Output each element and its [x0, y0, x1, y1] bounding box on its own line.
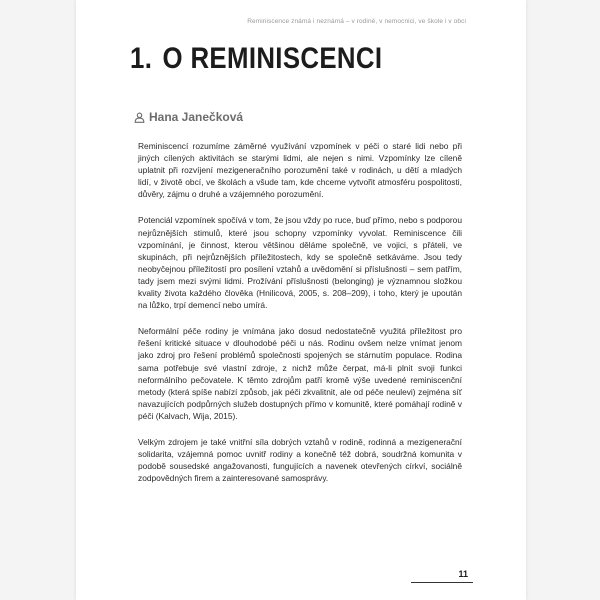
paragraph: Neformální péče rodiny je vnímána jako dosud nedostatečně využitá příležitost pro řešení kritické situace v dlouhodobé péči u nás. Rodinu ovšem nelze vnímat jenom jako zdroj pro řešení problémů společnosti spojených se stárnutím populace. Rodina sama potřebuje své vlastní zdroje, z nichž může čerpat, má-li plnit svoji funkci neformálního pečovatele. K těmto zdrojům patří kromě výše uvedené reminiscenční metody (která spíše nabízí způsob, jak péči zkvalitnit, ale od péče neulevi) zejména síť navazujících podpůrných služeb dostupných přímo v komunitě, které pomáhají rodině v péči (Kalvach, Wija, 2015).: [138, 326, 462, 421]
paragraph: Reminiscencí rozumíme záměrné využívání vzpomínek v péči o staré lidi nebo při jiných cílených aktivitách se starými lidmi, ale nejen s nimi. Vzpomínky lze cíleně uplatnit při rozvíjení mezigeneračního porozumění také v rodinách, u dětí a mladých lidí, v životě obcí, ve školách a všude tam, kde chceme vytvořit atmosféru pospolitosti, důvěry, zájmu o druhé a vzájemného porozumění.: [138, 141, 462, 200]
footer-rule: [411, 582, 473, 583]
running-header: Reminiscence známá i neznámá – v rodině, v nemocnici, ve škole i v obci: [247, 18, 466, 25]
paragraph: Velkým zdrojem je také vnitřní síla dobrých vztahů v rodině, rodinná a mezigenerační solidarita, vzájemná pomoc uvnitř rodiny a konečně též dobrá, soudržná komunita v podobě sousedské angažovanosti, fungujících a navenek otevřených církví, sociálně zodpovědných firem a zainteresované samosprávy.: [138, 436, 462, 484]
page-number: 11: [458, 569, 468, 579]
chapter-title-text: O REMINISCENCI: [162, 42, 383, 75]
book-page: [76, 0, 526, 600]
author-name: Hana Janečková: [149, 110, 244, 124]
author-line: [134, 110, 243, 124]
body-text: [138, 140, 462, 498]
person-icon: [134, 112, 145, 123]
chapter-title: [130, 42, 382, 76]
paragraph: Potenciál vzpomínek spočívá v tom, že jsou vždy po ruce, buď přímo, nebo s podporou nejrůznějších stimulů, které jsou schopny vzpomínky vyvolat. Reminiscence čili vzpomínání, je činnost, kterou většinou děláme společně, ve vojici, s přáteli, ve skupinách, při nejrůznějších příležitostech, kdy se společně setkáváme. Jsou tedy neobyčejnou příležitostí pro posílení vztahů a uvědomění si příslušnosti – sem patřím, tady jsem mezi svými lidmi. Prožívání příslušnosti (belonging) je významnou složkou kvality života každého člověka (Hnilicová, 2005, s. 208–209), i toho, který je upoután na lůžko, trpí demencí nebo umírá.: [138, 215, 462, 311]
chapter-number: 1.: [130, 42, 153, 75]
